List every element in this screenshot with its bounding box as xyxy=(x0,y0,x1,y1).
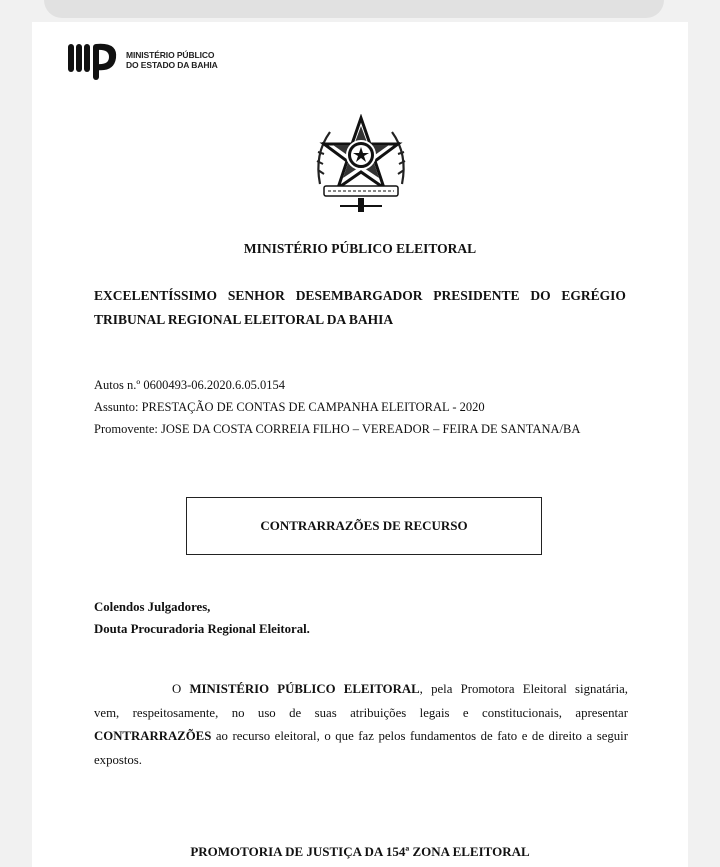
body-bold-entity: MINISTÉRIO PÚBLICO ELEITORAL xyxy=(189,682,420,696)
case-metadata xyxy=(94,374,580,440)
case-promoter: Promovente: JOSE DA COSTA CORREIA FILHO – VEREADOR – FEIRA DE SANTANA/BA xyxy=(94,422,581,436)
footer-title: PROMOTORIA DE JUSTIÇA DA 154ª ZONA ELEITORAL xyxy=(190,844,530,859)
body-line-4: expostos. xyxy=(94,752,142,767)
case-number: Autos n.º 0600493-06.2020.6.05.0154 xyxy=(94,378,286,392)
body-line-1 xyxy=(94,678,628,702)
boxed-title: CONTRARRAZÕES DE RECURSO xyxy=(186,497,542,555)
body-line-3-rest: ao recurso eleitoral, o que faz pelos fundamentos de fato e de direito a seguir xyxy=(211,729,628,743)
addressee-line-1 xyxy=(94,284,626,308)
body-paragraph xyxy=(94,678,628,772)
addressee-word: SENHOR xyxy=(227,288,285,303)
addressee-word: PRESIDENTE xyxy=(433,288,520,303)
document-page[interactable] xyxy=(32,22,688,867)
addressee-word: EXCELENTÍSSIMO xyxy=(94,288,218,303)
logo-text-line2: DO ESTADO DA BAHIA xyxy=(126,60,218,70)
addressee-line-2: TRIBUNAL REGIONAL ELEITORAL DA BAHIA xyxy=(94,312,394,327)
body-line-3 xyxy=(94,725,628,749)
salutation xyxy=(94,596,310,640)
mp-logo xyxy=(66,38,218,82)
salutation-line-1: Colendos Julgadores, xyxy=(94,600,211,614)
mp-logo-icon xyxy=(66,38,120,82)
addressee-word: DESEMBARGADOR xyxy=(295,288,423,303)
addressee-word: DO xyxy=(530,288,551,303)
logo-text-line1: MINISTÉRIO PÚBLICO xyxy=(126,50,215,60)
body-line-1-rest: , pela Promotora Eleitoral signatária, xyxy=(419,682,628,696)
body-line-2: vem, respeitosamente, no uso de suas atribuições legais e constitucionais, apresentar xyxy=(94,705,628,720)
document-heading: MINISTÉRIO PÚBLICO ELEITORAL xyxy=(243,241,477,256)
body-bold-contrarrazoes: CONTRARRAZÕES xyxy=(94,729,212,743)
viewer-top-bar xyxy=(44,0,664,18)
salutation-line-2: Douta Procuradoria Regional Eleitoral. xyxy=(94,622,310,636)
case-subject: Assunto: PRESTAÇÃO DE CONTAS DE CAMPANHA ELEITORAL - 2020 xyxy=(94,400,485,414)
body-lead: O xyxy=(172,682,190,696)
addressee-block xyxy=(94,284,626,332)
brazil-coat-of-arms-icon xyxy=(310,114,412,218)
addressee-word: EGRÉGIO xyxy=(561,288,626,303)
